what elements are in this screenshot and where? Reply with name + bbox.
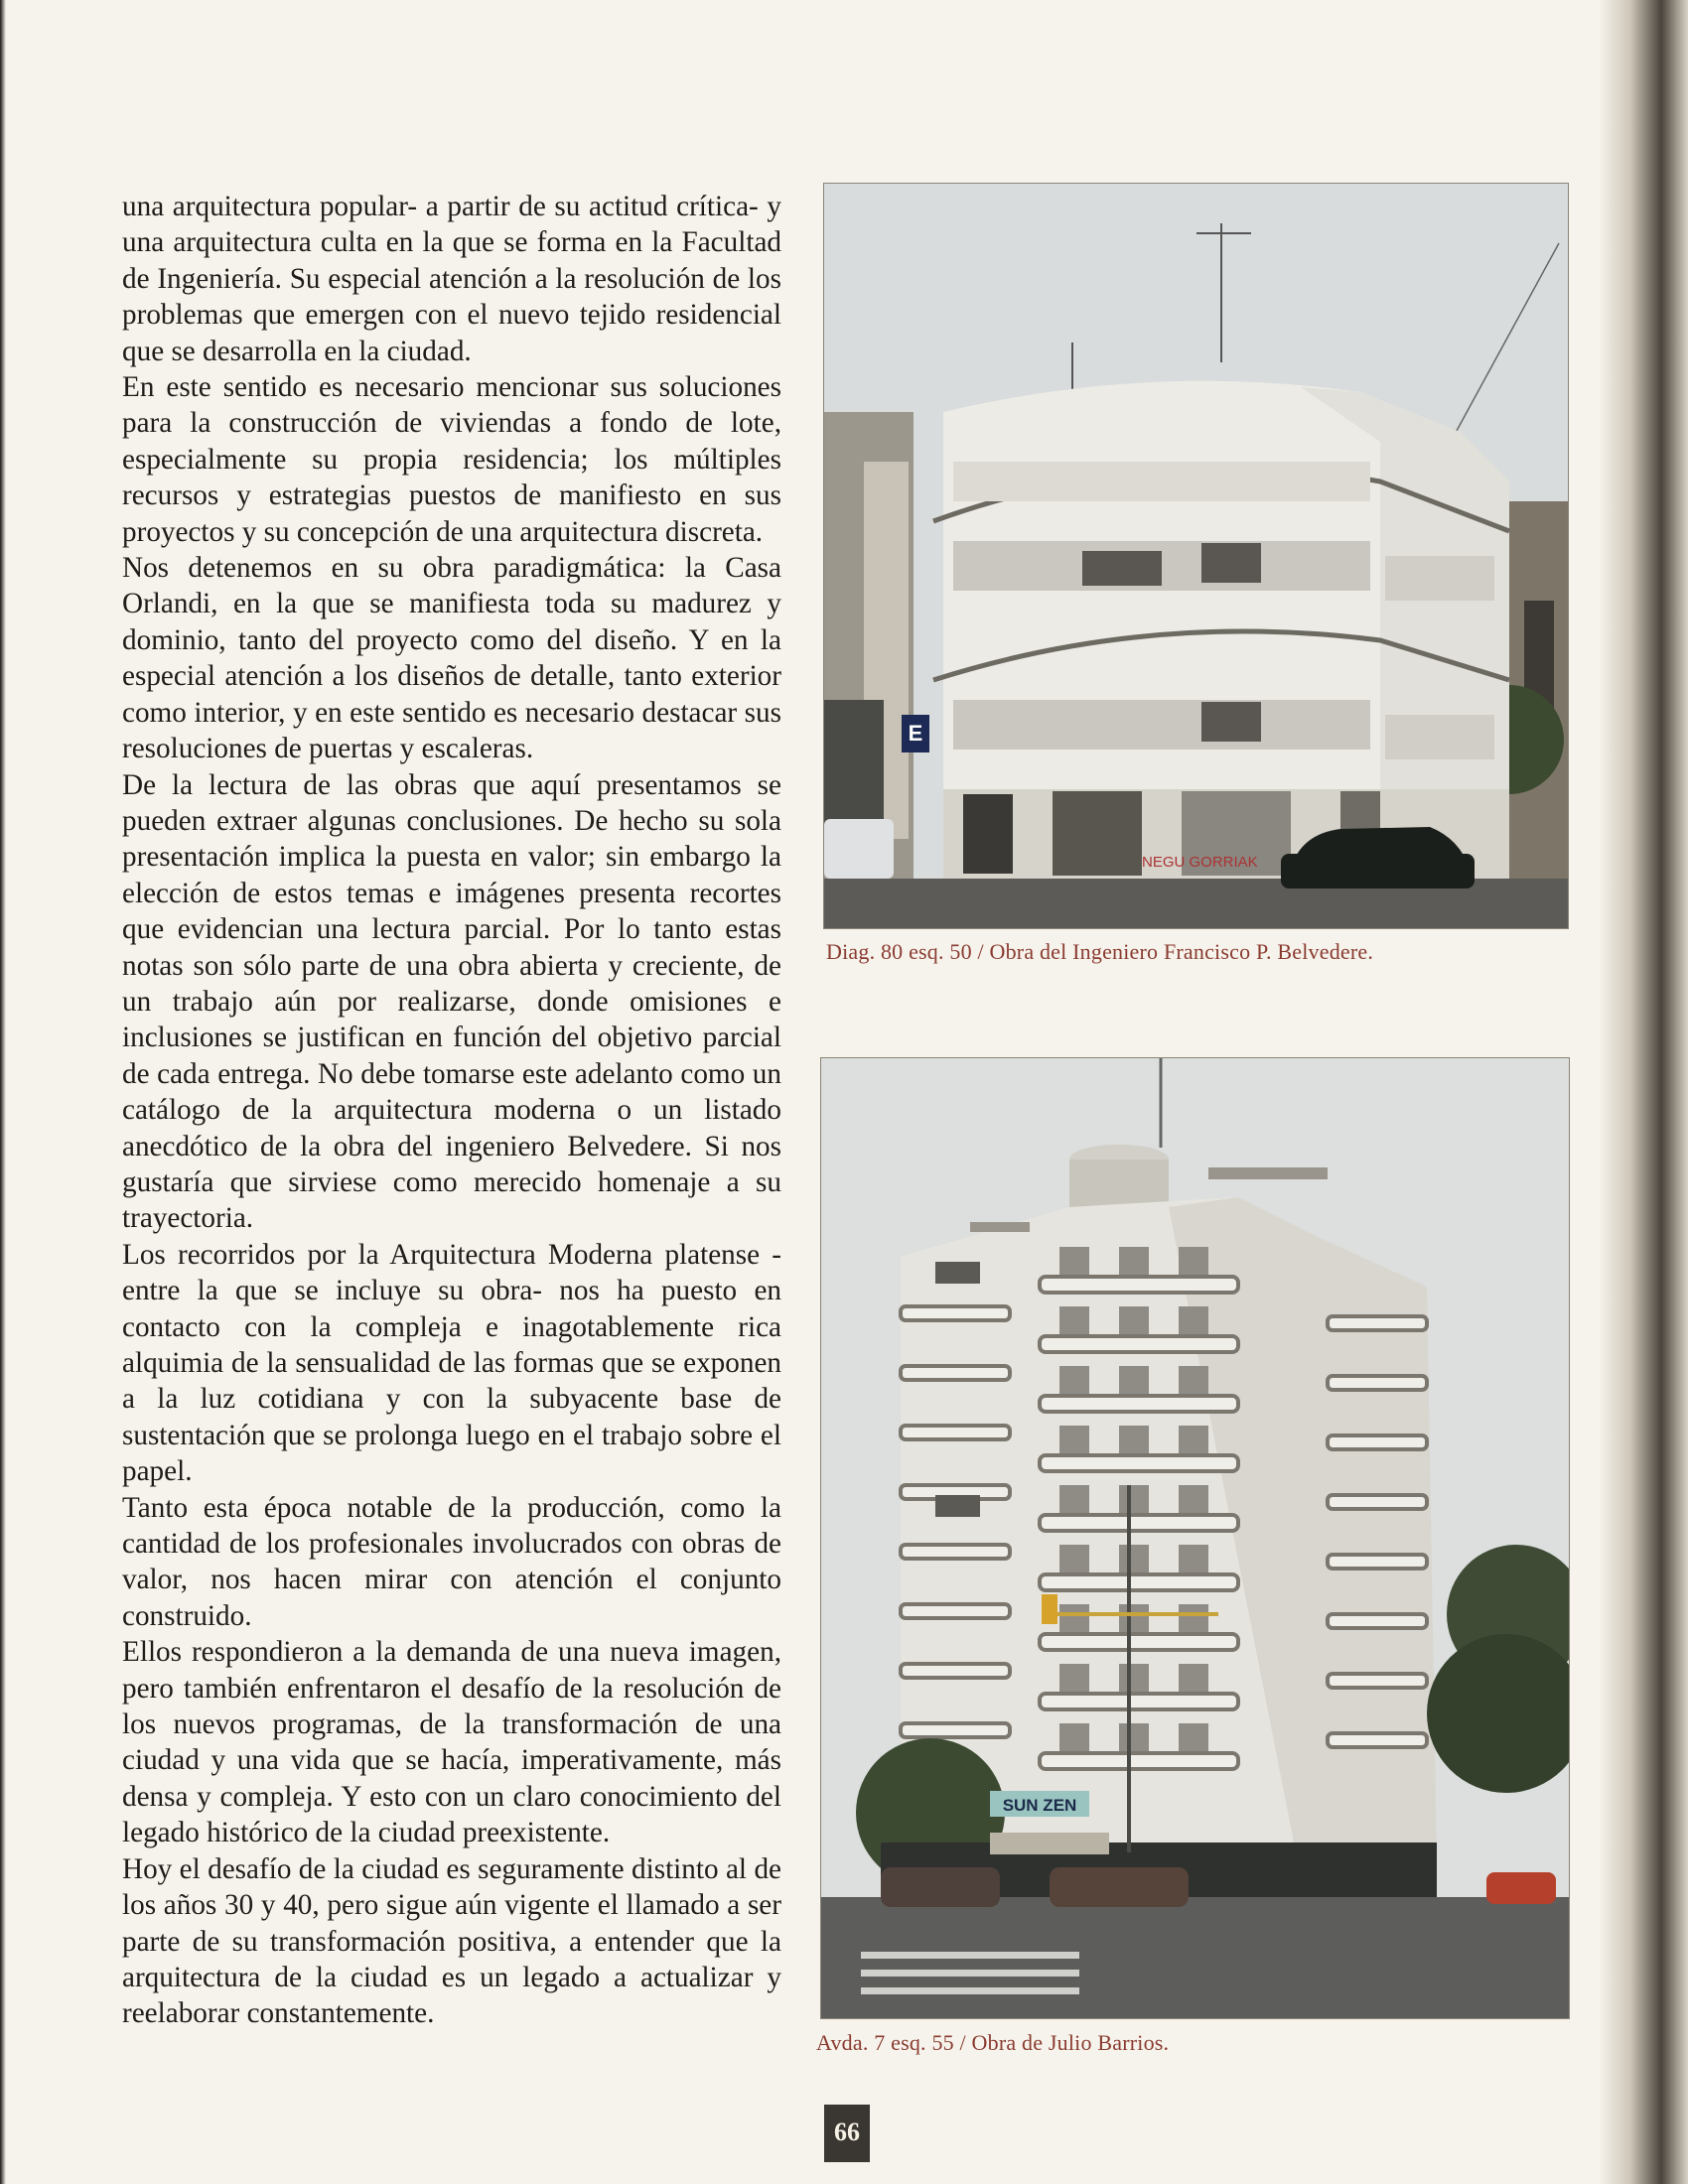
paragraph: Tanto esta época notable de la producción, como la cantidad de los profesionales involucrados con obras de valor, nos hacen mirar con atención el conjunto construido.	[122, 1491, 781, 1632]
paragraph: De la lectura de las obras que aquí presentamos se pueden extraer algunas conclusiones. De hecho su sola presentación implica la puesta en valor; sin embargo la elección de estos temas e imágenes presenta recortes que evidencian una lectura parcial. Por lo tanto estas notas son sólo parte de una obra abierta y creciente, de un trabajo aún por realizarse, donde omisiones e inclusiones se justifican en función del objetivo parcial de cada entrega. No debe tomarse este adelanto como un catálogo de la arquitectura moderna o un listado anecdótico de la obra del ingeniero Belvedere. Si nos gustaría que sirviese como merecido homenaje a su trayectoria.	[122, 768, 781, 1235]
tower-illustration	[821, 1058, 1569, 2018]
paragraph: Hoy el desafío de la ciudad es seguramente distinto al de los años 30 y 40, pero sigue aún vigente el llamado a ser parte de su transformación positiva, a entender que la arquitectura de la ciudad es un legado a actualizar y reelaborar constantemente.	[122, 1852, 781, 2030]
photo-belvedere-building	[823, 183, 1569, 929]
shop-sign-text: SUN ZEN	[1002, 1796, 1077, 1815]
paragraph: Nos detenemos en su obra paradigmática: la Casa Orlandi, en la que se manifiesta toda su madurez y dominio, tanto del proyecto como del diseño. Y en la especial atención a los diseños de detalle, tanto exterior como interior, y en este sentido es necesario destacar sus resoluciones de puertas y escaleras.	[122, 552, 781, 765]
graffiti-text: NEGU GORRIAK	[1142, 854, 1258, 871]
figure-caption-bottom: Avda. 7 esq. 55 / Obra de Julio Barrios.	[816, 2030, 1170, 2055]
page-number: 66	[824, 2105, 870, 2162]
building-illustration	[824, 184, 1568, 928]
paragraph: Los recorridos por la Arquitectura Moderna platense -entre la que se incluye su obra- nos ha puesto en contacto con la compleja e inagotablemente rica alquimia de la sensualidad de las formas que se exponen a la luz cotidiana y con la subyacente base de sustentación que se prolonga luego en el trabajo sobre el papel.	[122, 1238, 781, 1488]
paragraph: En este sentido es necesario mencionar sus soluciones para la construcción de viviendas a fondo de lote, especialmente su propia residencia; los múltiples recursos y estrategias puestos de manifiesto en sus proyectos y su concepción de una arquitectura discreta.	[122, 371, 781, 548]
figure-caption-top: Diag. 80 esq. 50 / Obra del Ingeniero Francisco P. Belvedere.	[826, 939, 1374, 964]
paragraph: una arquitectura popular- a partir de su actitud crítica- y una arquitectura culta en la que se forma en la Facultad de Ingeniería. Su especial atención a la resolución de los problemas que emergen con el nuevo tejido residencial que se desarrolla en la ciudad.	[122, 191, 781, 367]
page-edge-shadow-left	[0, 0, 6, 2184]
paragraph: Ellos respondieron a la demanda de una nueva imagen, pero también enfrentaron el desafío de la resolución de los nuevos programas, de la transformación de una ciudad y una vida que se hacía, imperativamente, más densa y compleja. Y esto con un claro conocimiento del legado histórico de la ciudad preexistente.	[122, 1636, 781, 1849]
article-body	[122, 189, 781, 2032]
photo-barrios-building	[820, 1057, 1570, 2019]
street-sign-letter: E	[908, 721, 923, 746]
page-gutter-shadow	[1599, 0, 1688, 2184]
